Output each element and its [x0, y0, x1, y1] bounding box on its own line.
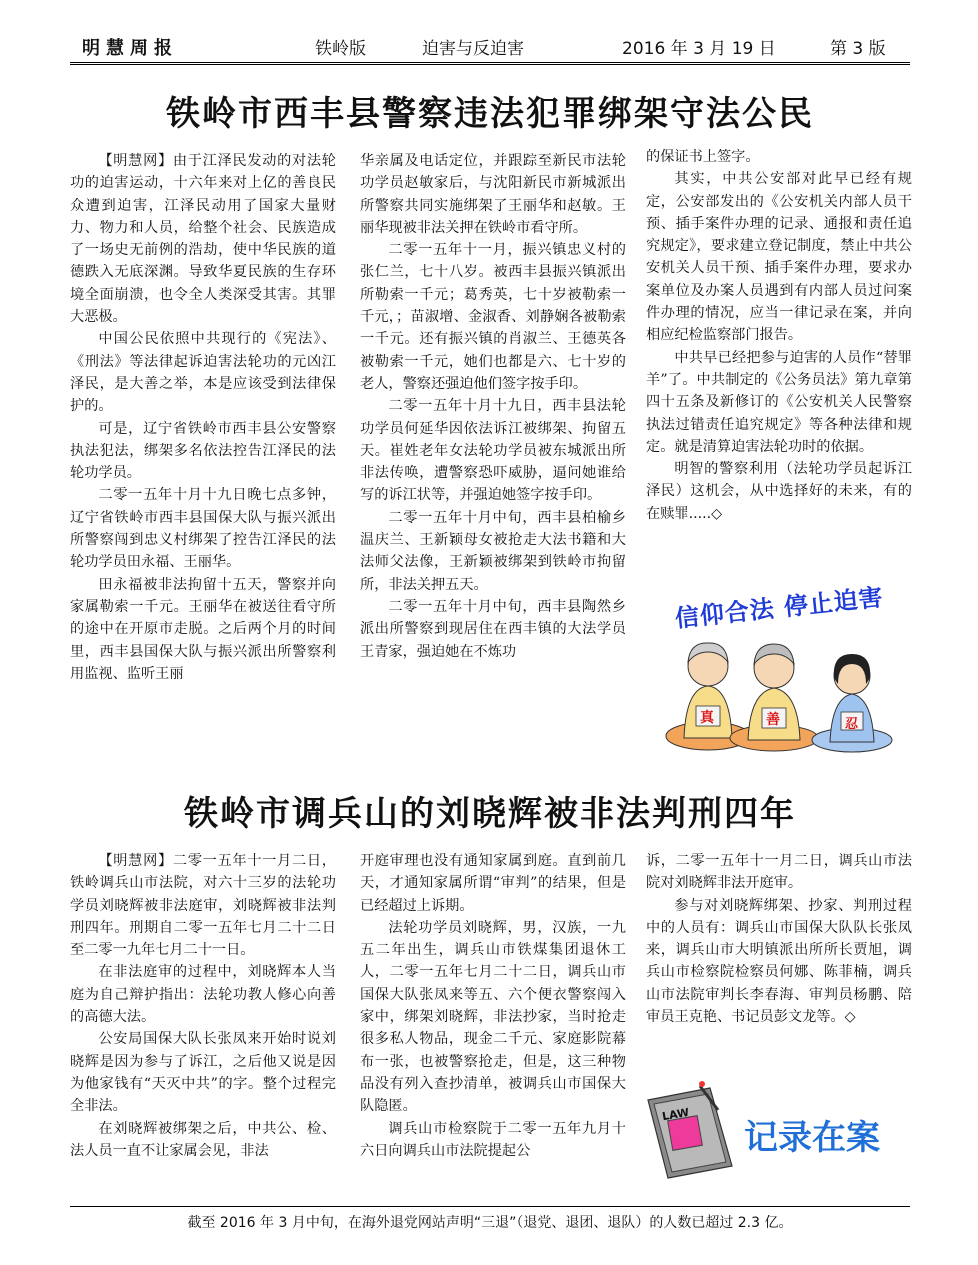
paragraph: 二零一五年十月中旬，西丰县陶然乡派出所警察到现居住在西丰镇的大法学员王青家，强迫她在不炼功: [360, 598, 626, 660]
paragraph: 开庭审理也没有通知家属到庭。直到前几天，才通知家属所谓“审判”的结果，但是已经超过上诉期。: [360, 853, 626, 914]
paragraph: 二零一五年十月中旬，西丰县柏榆乡温庆兰、王新颖母女被抢走大法书籍和大法师父法像，王新颖被绑架到铁岭市拘留所，非法关押五天。: [360, 509, 626, 593]
source-tag: 【明慧网】: [98, 153, 173, 169]
page-number: 第 3 版: [830, 39, 886, 59]
edition-label: 铁岭版: [315, 39, 366, 59]
masthead: [70, 30, 910, 62]
paper-name: 明慧周报: [82, 38, 178, 59]
paragraph: 公安局国保大队长张凤来开始时说刘晓辉是因为参与了诉江，之后他又说是因为他家钱有“天灭中共”的字。整个过程完全非法。: [70, 1031, 336, 1115]
figure-right: [812, 654, 892, 752]
paragraph: 【明慧网】二零一五年十一月二日，铁岭调兵山市法院，对六十三岁的法轮功学员刘晓辉被非法庭审，刘晓辉被非法判刑四年。刑期自二零一五年七月二十二日至二零一九年七月二十一日。: [70, 853, 336, 959]
paragraph: 二零一五年十月十九日，西丰县法轮功学员何延华因依法诉江被绑架、拘留五天。崔姓老年女法轮功学员被东城派出所非法传唤，遭警察恐吓威胁，逼问她谁给写的诉江状等，并强迫她签字按手印。: [360, 398, 626, 504]
source-tag: 【明慧网】: [98, 853, 173, 869]
footer-divider: [70, 1206, 910, 1207]
paragraph: 的保证书上签字。: [646, 149, 760, 165]
article-2-column-2: [360, 850, 626, 1162]
section-label: 迫害与反迫害: [422, 39, 524, 59]
badge-zhen: 真: [700, 710, 714, 726]
paragraph: 田永福被非法拘留十五天，警察并向家属勒索一千元。王丽华在被送往看守所的途中在开原市走脱。之后两个月的时间里，西丰县国保大队与振兴派出所警察利用监视、监听王丽: [70, 576, 336, 682]
header-divider: [70, 62, 910, 65]
badge-ren: 忍: [845, 717, 859, 732]
article-2-column-3: [646, 850, 912, 1028]
paragraph: 中共早已经把参与迫害的人员作“替罪羊”了。中共制定的《公务员法》第九章第四十五条及新修订的《公安机关人民警察执法过错责任追究规定》等各种法律和规定。就是清算迫害法轮功时的依据。: [646, 349, 912, 455]
paragraph: 可是，辽宁省铁岭市西丰县公安警察执法犯法，绑架多名依法控告江泽民的法轮功学员。: [70, 420, 336, 482]
figure-middle: [730, 644, 818, 751]
article-2-headline: 铁岭市调兵山的刘晓辉被非法判刑四年: [184, 794, 796, 834]
illustration-slogan: 信仰合法 停止迫害: [673, 583, 885, 633]
paragraph: 法轮功学员刘晓辉，男，汉族，一九五二年出生，调兵山市铁煤集团退休工人，二零一五年七月二十二日，调兵山市国保大队张凤来等五、六个便衣警察闯入家中，绑架刘晓辉，非法抄家，当时抢走很多私人物品，现金二千元、家庭影院幕布一张，也被警察抢走，但是，这三种物品没有列入查抄清单，被调兵山市国保大队隐匿。: [360, 919, 626, 1115]
article-2-column-1: [70, 850, 336, 1162]
paragraph: 调兵山市检察院于二零一五年九月十六日向调兵山市法院提起公: [360, 1120, 626, 1159]
article-1-column-3: [646, 146, 912, 525]
article-1-column-2: [360, 150, 626, 663]
paragraph: 其实，中共公安部对此早已经有规定，公安部发出的《公安机关内部人员干预、插手案件办理的记录、通报和责任追究规定》，要求建立登记制度，禁止中共公安机关人员干预、插手案件办理，要求办案单位及办案人员遇到有内部人员过问案件办理的情况，应当一律记录在案，并向相应纪检监察部门报告。: [646, 171, 912, 344]
law-book-label: LAW: [661, 1105, 691, 1124]
paragraph: 二零一五年十一月，振兴镇忠义村的张仁兰，七十八岁。被西丰县振兴镇派出所勒索一千元；葛秀英，七十岁被勒索一千元，；苗淑增、金淑香、刘静娴各被勒索一千元。还有振兴镇的肖淑兰、王德英各被勒索一千元，她们也都是六、七十岁的老人，警察还强迫他们签字按手印。: [360, 242, 626, 392]
paragraph: 在刘晓辉被绑架之后，中共公、检、法人员一直不让家属会见，非法: [70, 1120, 336, 1159]
paragraph: 二零一五年十月十九日晚七点多钟，辽宁省铁岭市西丰县国保大队与振兴派出所警察闯到忠义村绑架了控告江泽民的法轮功学员田永福、王丽华。: [70, 487, 336, 571]
article-1-headline: 铁岭市西丰县警察违法犯罪绑架守法公民: [166, 94, 814, 134]
paragraph: 明智的警察利用（法轮功学员起诉江泽民）这机会，从中选择好的未来，有的在赎罪.....◇: [646, 461, 912, 522]
paragraph: 华亲属及电话定位，并跟踪至新民市法轮功学员赵敏家后，与沈阳新民市新城派出所警察共同实施绑架了王丽华和赵敏。王丽华现被非法关押在铁岭市看守所。: [360, 153, 626, 236]
footer-note: 截至 2016 年 3 月中旬，在海外退党网站声明“三退”（退党、退团、退队）的人数已超过 2.3 亿。: [187, 1215, 793, 1231]
issue-date: 2016 年 3 月 19 日: [622, 39, 776, 59]
paragraph: 诉，二零一五年十一月二日，调兵山市法院对刘晓辉非法开庭审。: [646, 853, 912, 892]
record-caption: 记录在案: [744, 1118, 880, 1158]
on-record-illustration: [640, 1080, 912, 1180]
article-1-column-1: [70, 150, 336, 685]
faith-legal-illustration: [646, 583, 912, 758]
meditating-figures-image: [646, 588, 912, 758]
paragraph: 【明慧网】由于江泽民发动的对法轮功的迫害运动，十六年来对上亿的善良民众遭到迫害，江泽民动用了国家大量财力、物力和人员，给整个社会、民族造成了一场史无前例的浩劫，使中华民族的道德跌入无底深渊。导致华夏民族的生存环境全面崩溃，也令全人类深受其害。其罪大恶极。: [70, 153, 336, 326]
law-book-image: [640, 1080, 740, 1180]
paragraph: 参与对刘晓辉绑架、抄家、判刑过程中的人员有：调兵山市国保大队队长张凤来，调兵山市大明镇派出所所长贾旭，调兵山市检察院检察员何娜、陈菲楠，调兵山市法院审判长李春海、审判员杨鹏、陪审员王克艳、书记员彭文龙等。◇: [646, 897, 912, 1026]
paragraph: 中国公民依照中共现行的《宪法》、《刑法》等法律起诉迫害法轮功的元凶江泽民，是大善之举，本是应该受到法律保护的。: [70, 331, 336, 415]
badge-shan: 善: [766, 712, 780, 728]
paragraph: 在非法庭审的过程中，刘晓辉本人当庭为自己辩护指出：法轮功教人修心向善的高德大法。: [70, 964, 336, 1026]
